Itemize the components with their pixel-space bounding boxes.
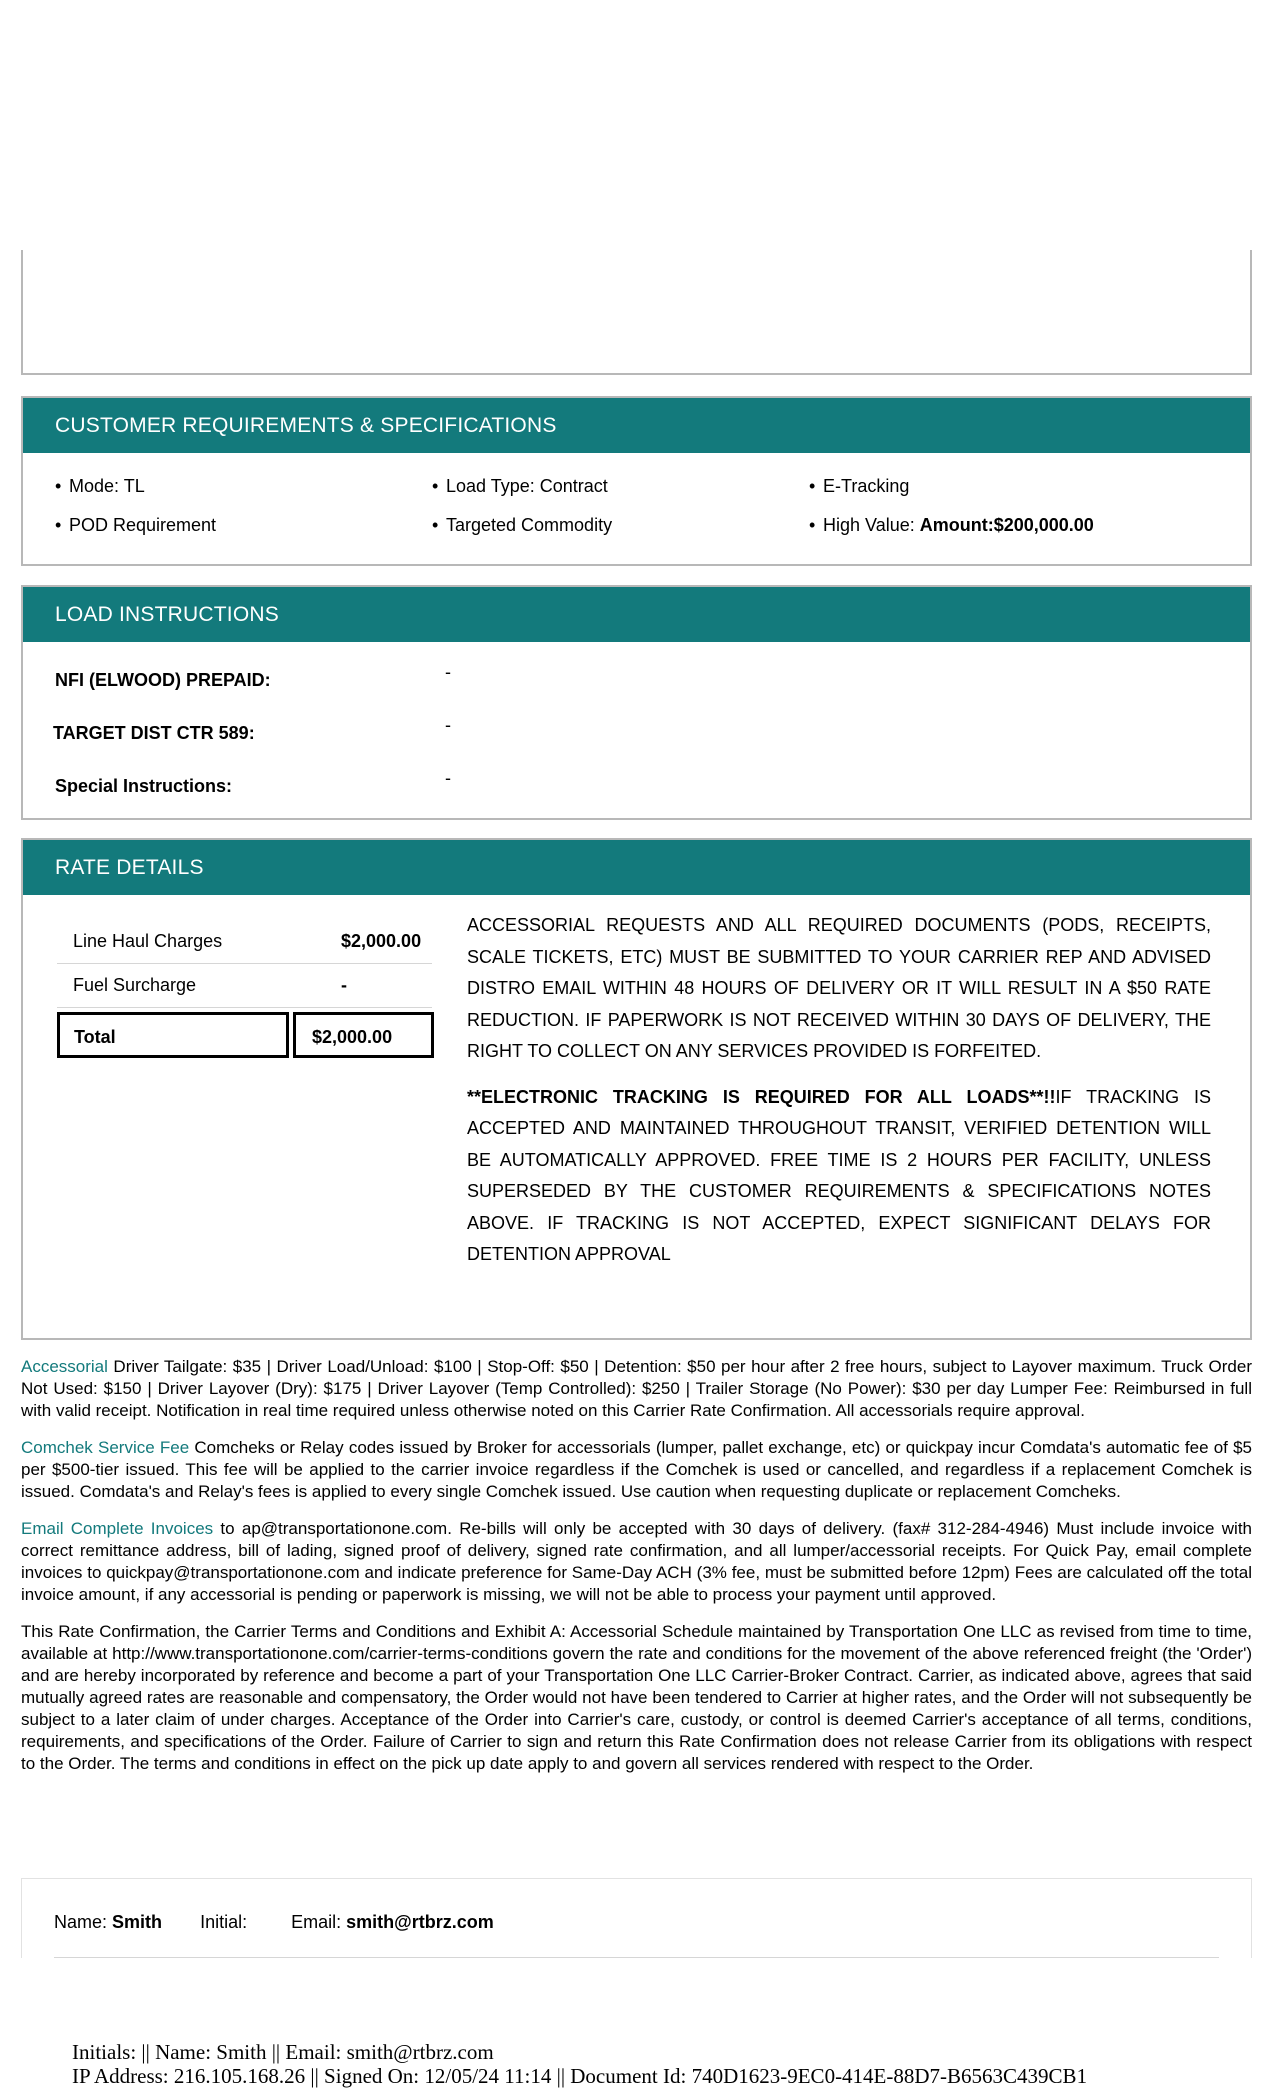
terms-text [21,1356,1252,1790]
initial-label: Initial: [200,1912,248,1932]
requirement-commodity: • Targeted Commodity [432,515,613,535]
comchek-title: Comchek Service Fee [21,1438,190,1457]
rate-details-panel [21,838,1252,1340]
load-instruction-value: - [445,715,451,735]
load-instruction-label: TARGET DIST CTR 589: [53,723,255,743]
signature-divider [54,1957,1219,1958]
customer-requirements-title: CUSTOMER REQUIREMENTS & SPECIFICATIONS [23,398,1250,453]
footer-signature-info: Initials: || Name: Smith || Email: smith@rtbrz.com [72,2040,494,2064]
load-instructions-title: LOAD INSTRUCTIONS [23,587,1250,642]
rate-row-fuel-surcharge: Fuel Surcharge - [57,964,432,1008]
rate-details-title: RATE DETAILS [23,840,1250,895]
rate-row-line-haul: Line Haul Charges $2,000.00 [57,920,432,964]
requirements-list [23,453,1250,536]
tracking-note: **ELECTRONIC TRACKING IS REQUIRED FOR ALL LOADS**!!IF TRACKING IS ACCEPTED AND MAINTAINED THROUGHOUT TRANSIT, VERIFIED DETENTION WILL BE AUTOMATICALLY APPROVED. FREE TIME IS 2 HOURS PER FACILITY, UNLESS SUPERSEDED BY THE CUSTOMER REQUIREMENTS & SPECIFICATIONS NOTES ABOVE. IF TRACKING IS NOT ACCEPTED, EXPECT SIGNIFICANT DELAYS FOR DETENTION APPROVAL [467,1086,1212,1264]
signature-footer [72,2040,1087,2088]
invoice-paragraph: Email Complete Invoices to ap@transportationone.com. Re-bills will only be accepted with 30 days of delivery. (fax# 312-284-4946) Must include invoice with correct remittance address, bill of lading, signed proof of delivery, signed rate confirmation, and all lumper/accessorial receipts. For Quick Pay, email complete invoices to quickpay@transportationone.com and indicate preference for Same-Day ACH (3% fee, must be submitted before 12pm) Fees are calculated off the total invoice amount, if any accessorial is pending or paperwork is missing, we will not be able to process your payment until approved. [21,1519,1252,1604]
signature-line: Name: Smith Initial: Email: smith@rtbrz.com [54,1912,494,1932]
load-instructions-panel [21,585,1252,820]
requirement-high-value: • High Value: Amount:$200,000.00 [809,515,1094,535]
load-instruction-row [23,768,1250,821]
rate-total-row [57,1012,432,1058]
paperwork-note: ACCESSORIAL REQUESTS AND ALL REQUIRED DOCUMENTS (PODS, RECEIPTS, SCALE TICKETS, ETC) MUST BE SUBMITTED TO YOUR CARRIER REP AND ADVISED DISTRO EMAIL WITHIN 48 HOURS OF DELIVERY OR IT WILL RESULT IN A $50 RATE REDUCTION. IF PAPERWORK IS NOT RECEIVED WITHIN 30 DAYS OF DELIVERY, THE RIGHT TO COLLECT ON ANY SERVICES PROVIDED IS FORFEITED. [467,915,1211,1061]
accessorial-title: Accessorial [21,1357,108,1376]
load-instruction-value: - [445,662,451,682]
rate-notes [467,910,1211,1285]
high-value-amount: Amount:$200,000.00 [919,515,1094,535]
total-label: Total [57,1012,289,1058]
requirement-mode: • Mode: TL [55,476,145,496]
signature-panel [21,1878,1252,1958]
accessorial-paragraph: Accessorial Driver Tailgate: $35 | Driver Load/Unload: $100 | Stop-Off: $50 | Detention: $50 per hour after 2 free hours, subject to Layover maximum. Truck Order Not Used: $150 | Driver Layover (Dry): $175 | Driver Layover (Temp Controlled): $250 | Trailer Storage (No Power): $30 per day Lumper Fee: Reimbursed in full with valid receipt. Notification in real time required unless otherwise noted on this Carrier Rate Confirmation. All accessorials require approval. [21,1357,1252,1420]
rate-table [57,920,432,1058]
confirmation-paragraph: This Rate Confirmation, the Carrier Terms and Conditions and Exhibit A: Accessorial Schedule maintained by Transportation One LLC as revised from time to time, available at http://www.transportationone.com/carrier-terms-conditions govern the rate and conditions for the movement of the above referenced freight (the 'Order') and are hereby incorporated by reference and become a part of your Transportation One LLC Carrier-Broker Contract. Carrier, as indicated above, agrees that said mutually agreed rates are reasonable and compensatory, the Order would not have been tendered to Carrier at higher rates, and the Order will not subsequently be subject to a later claim of under charges. Acceptance of the Order into Carrier's care, custody, or control is deemed Carrier's acceptance of all terms, conditions, requirements, and specifications of the Order. Failure of Carrier to sign and return this Rate Confirmation does not release Carrier from its obligations with respect to the Order. The terms and conditions in effect on the pick up date apply to and govern all services rendered with respect to the Order. [21,1622,1252,1773]
signer-name: Smith [112,1912,163,1932]
previous-section-box [21,250,1252,375]
signer-email: smith@rtbrz.com [346,1912,494,1932]
load-instruction-value: - [445,768,451,788]
customer-requirements-panel [21,396,1252,566]
load-instruction-row [23,662,1250,715]
footer-document-info: IP Address: 216.105.168.26 || Signed On: 12/05/24 11:14 || Document Id: 740D1623-9EC0-414E-88D7-B6563C439CB1 [72,2064,1088,2088]
load-instruction-label: Special Instructions: [55,776,233,796]
invoice-title: Email Complete Invoices [21,1519,214,1538]
comchek-paragraph: Comchek Service Fee Comcheks or Relay codes issued by Broker for accessorials (lumper, pallet exchange, etc) or quickpay incur Comdata's automatic fee of $5 per $500-tier issued. This fee will be applied to the carrier invoice regardless if the Comchek is used or cancelled, and regardless if a replacement Comchek is issued. Comdata's and Relay's fees is applied to every single Comchek issued. Use caution when requesting duplicate or replacement Comcheks. [21,1438,1252,1501]
load-instruction-label: NFI (ELWOOD) PREPAID: [55,670,271,690]
load-instruction-row [23,715,1250,768]
requirement-e-tracking: • E-Tracking [809,476,910,496]
requirement-pod: • POD Requirement [55,515,217,535]
requirement-load-type: • Load Type: Contract [432,476,608,496]
total-value: $2,000.00 [293,1012,434,1058]
